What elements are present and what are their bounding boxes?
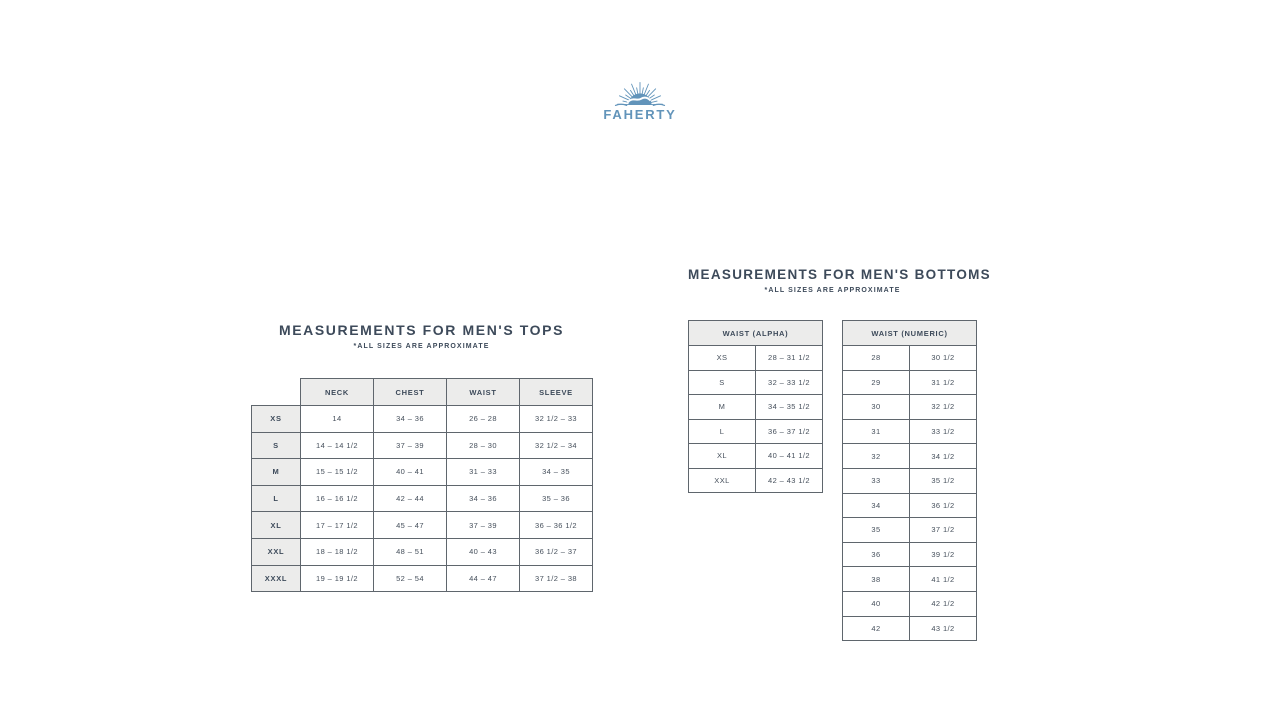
table-row	[843, 370, 977, 395]
numeric-measurement-cell: 39 1/2	[910, 542, 977, 567]
numeric-size-cell: 38	[843, 567, 910, 592]
table-row	[843, 616, 977, 641]
neck-cell: 16 – 16 1/2	[301, 485, 374, 512]
alpha-size-cell: XS	[689, 346, 756, 371]
table-row	[689, 468, 823, 493]
numeric-measurement-cell: 34 1/2	[910, 444, 977, 469]
bottoms-title: MEASUREMENTS FOR MEN'S BOTTOMS	[688, 267, 991, 282]
row-header-size: XXXL	[252, 565, 301, 592]
waist-cell: 31 – 33	[447, 459, 520, 486]
table-row	[843, 468, 977, 493]
sleeve-cell: 34 – 35	[520, 459, 593, 486]
alpha-size-cell: L	[689, 419, 756, 444]
sleeve-cell: 36 1/2 – 37	[520, 538, 593, 565]
numeric-measurement-cell: 37 1/2	[910, 518, 977, 543]
waist-cell: 37 – 39	[447, 512, 520, 539]
numeric-table-header: WAIST (NUMERIC)	[843, 321, 977, 346]
table-row	[252, 432, 593, 459]
row-header-size: S	[252, 432, 301, 459]
tops-header-row	[252, 379, 593, 406]
waist-cell: 34 – 36	[447, 485, 520, 512]
chest-cell: 48 – 51	[374, 538, 447, 565]
neck-cell: 15 – 15 1/2	[301, 459, 374, 486]
numeric-measurement-cell: 30 1/2	[910, 346, 977, 371]
sleeve-cell: 32 1/2 – 34	[520, 432, 593, 459]
numeric-measurement-cell: 35 1/2	[910, 468, 977, 493]
numeric-size-cell: 33	[843, 468, 910, 493]
table-row	[843, 567, 977, 592]
table-row	[689, 346, 823, 371]
blank-corner-cell	[252, 379, 301, 406]
chest-cell: 52 – 54	[374, 565, 447, 592]
tops-subtitle: *ALL SIZES ARE APPROXIMATE	[353, 343, 490, 350]
table-row	[843, 444, 977, 469]
numeric-measurement-cell: 32 1/2	[910, 395, 977, 420]
numeric-size-cell: 40	[843, 591, 910, 616]
neck-cell: 19 – 19 1/2	[301, 565, 374, 592]
numeric-measurement-cell: 33 1/2	[910, 419, 977, 444]
table-row	[689, 395, 823, 420]
brand-name: FAHERTY	[603, 107, 677, 122]
row-header-size: XS	[252, 406, 301, 433]
table-row	[689, 370, 823, 395]
neck-cell: 14 – 14 1/2	[301, 432, 374, 459]
alpha-range-cell: 32 – 33 1/2	[756, 370, 823, 395]
table-row	[843, 493, 977, 518]
table-row	[843, 346, 977, 371]
numeric-size-cell: 30	[843, 395, 910, 420]
table-row	[252, 565, 593, 592]
chest-cell: 42 – 44	[374, 485, 447, 512]
chest-cell: 40 – 41	[374, 459, 447, 486]
tops-size-table	[251, 378, 593, 592]
sun-wave-icon	[616, 93, 665, 105]
numeric-size-cell: 28	[843, 346, 910, 371]
tops-title: MEASUREMENTS FOR MEN'S TOPS	[278, 322, 565, 338]
chest-cell: 37 – 39	[374, 432, 447, 459]
table-row	[252, 406, 593, 433]
tops-section-header	[251, 322, 592, 350]
numeric-size-cell: 34	[843, 493, 910, 518]
neck-cell: 18 – 18 1/2	[301, 538, 374, 565]
numeric-size-cell: 36	[843, 542, 910, 567]
column-header-neck: NECK	[301, 379, 374, 406]
numeric-measurement-cell: 42 1/2	[910, 591, 977, 616]
table-row	[252, 485, 593, 512]
numeric-measurement-cell: 36 1/2	[910, 493, 977, 518]
alpha-size-cell: S	[689, 370, 756, 395]
numeric-measurement-cell: 43 1/2	[910, 616, 977, 641]
column-header-waist: WAIST	[447, 379, 520, 406]
table-row	[843, 518, 977, 543]
table-row	[252, 512, 593, 539]
table-row	[252, 538, 593, 565]
waist-cell: 44 – 47	[447, 565, 520, 592]
alpha-range-cell: 28 – 31 1/2	[756, 346, 823, 371]
row-header-size: M	[252, 459, 301, 486]
sleeve-cell: 36 – 36 1/2	[520, 512, 593, 539]
alpha-size-cell: M	[689, 395, 756, 420]
alpha-range-cell: 34 – 35 1/2	[756, 395, 823, 420]
row-header-size: XXL	[252, 538, 301, 565]
table-row	[689, 419, 823, 444]
waist-cell: 26 – 28	[447, 406, 520, 433]
table-row	[689, 444, 823, 469]
alpha-range-cell: 42 – 43 1/2	[756, 468, 823, 493]
table-row	[843, 395, 977, 420]
chest-cell: 45 – 47	[374, 512, 447, 539]
numeric-size-cell: 32	[843, 444, 910, 469]
alpha-range-cell: 40 – 41 1/2	[756, 444, 823, 469]
faherty-logo	[600, 72, 680, 124]
table-row	[843, 591, 977, 616]
waist-cell: 40 – 43	[447, 538, 520, 565]
sleeve-cell: 37 1/2 – 38	[520, 565, 593, 592]
neck-cell: 17 – 17 1/2	[301, 512, 374, 539]
alpha-size-cell: XL	[689, 444, 756, 469]
alpha-size-cell: XXL	[689, 468, 756, 493]
alpha-range-cell: 36 – 37 1/2	[756, 419, 823, 444]
chest-cell: 34 – 36	[374, 406, 447, 433]
column-header-sleeve: SLEEVE	[520, 379, 593, 406]
alpha-waist-table	[688, 320, 823, 493]
row-header-size: XL	[252, 512, 301, 539]
bottoms-subtitle: *ALL SIZES ARE APPROXIMATE	[764, 287, 901, 294]
numeric-measurement-cell: 41 1/2	[910, 567, 977, 592]
sleeve-cell: 32 1/2 – 33	[520, 406, 593, 433]
table-row	[252, 459, 593, 486]
numeric-measurement-cell: 31 1/2	[910, 370, 977, 395]
numeric-header-row	[843, 321, 977, 346]
alpha-header-row	[689, 321, 823, 346]
sleeve-cell: 35 – 36	[520, 485, 593, 512]
row-header-size: L	[252, 485, 301, 512]
numeric-waist-table	[842, 320, 977, 641]
waist-cell: 28 – 30	[447, 432, 520, 459]
alpha-table-header: WAIST (ALPHA)	[689, 321, 823, 346]
numeric-size-cell: 35	[843, 518, 910, 543]
numeric-size-cell: 31	[843, 419, 910, 444]
column-header-chest: CHEST	[374, 379, 447, 406]
neck-cell: 14	[301, 406, 374, 433]
table-row	[843, 542, 977, 567]
numeric-size-cell: 29	[843, 370, 910, 395]
numeric-size-cell: 42	[843, 616, 910, 641]
table-row	[843, 419, 977, 444]
bottoms-section-header	[688, 267, 991, 294]
